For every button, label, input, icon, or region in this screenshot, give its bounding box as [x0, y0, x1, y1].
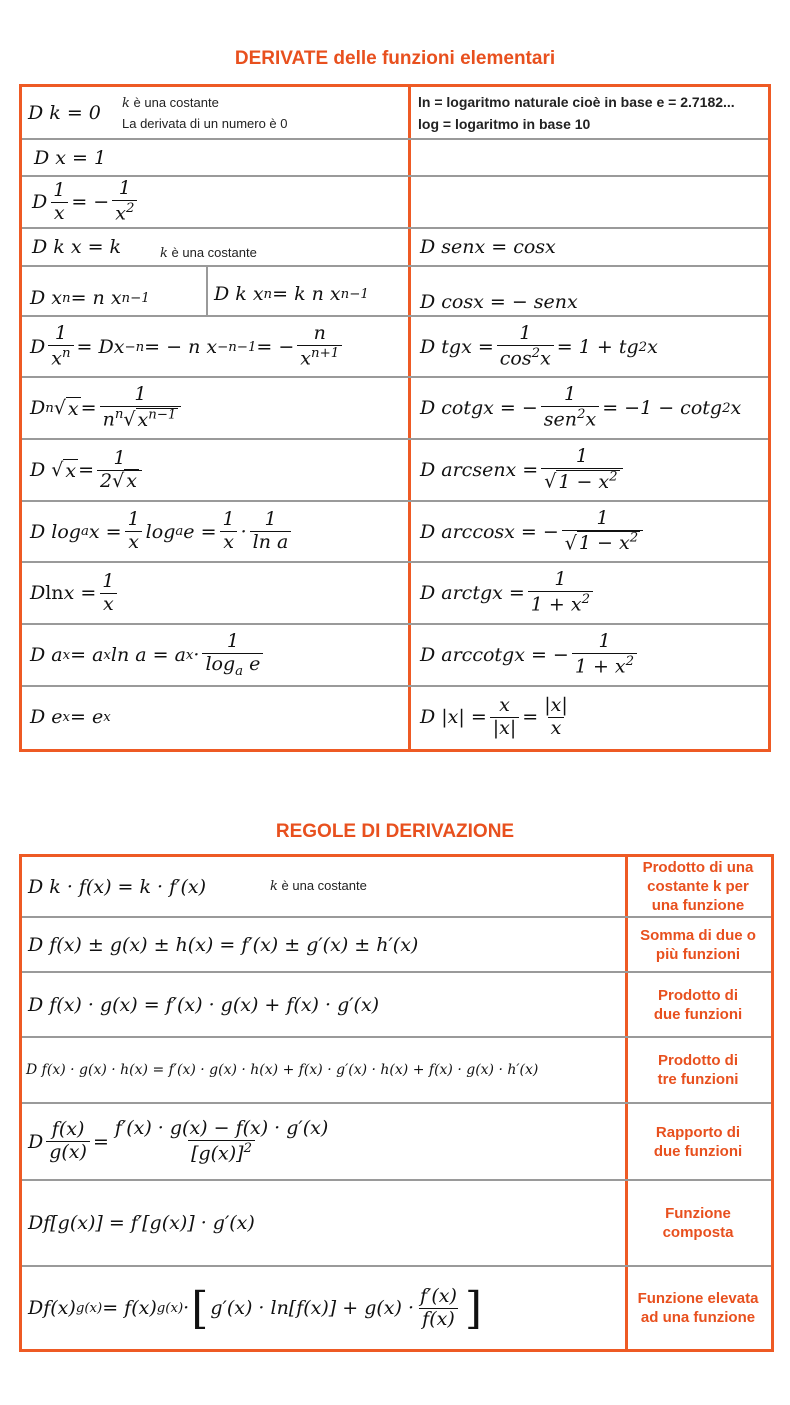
label-prodotto-costante: Prodotto di una costante k per una funzione	[642, 859, 754, 914]
formula-coseno: D cosx = − senx	[420, 291, 578, 313]
regola-composta: Df[g(x)] = f′[g(x)] · g′(x)	[28, 1212, 255, 1234]
regola-elevata: Df(x) g(x) = f(x) g(x) · [ g′(x) · ln[f(x)] + g(x) · $\frac{f'(x)}{f(x)}$ ]	[28, 1282, 483, 1334]
regola-costante: D k · f(x) = k · f′(x)	[28, 875, 206, 898]
formula-x: D x = 1	[34, 146, 107, 169]
label-composta: Funzione composta	[662, 1205, 734, 1241]
formula-arcotangente: D arctgx = $\frac{1}{1 + x^2}$	[420, 563, 596, 623]
formula-arcocoseno: D arccosx = − $\frac{1}{√ 1 - x^2}$	[420, 502, 646, 561]
formula-potenza-negativa: D $\frac{1}{x^n}$ = Dx −n = − n x −n−1 = − $\frac{n}{x^{n+1}}$	[30, 318, 345, 376]
formula-ln: D ln x = $\frac{1}{x}$	[30, 563, 120, 623]
formula-arcoseno: D arcsenx = $\frac{1}{√ 1 - x^2}$	[420, 440, 626, 500]
note-costante: k è una costante La derivata di un numero è 0	[122, 95, 288, 131]
regola-somma: D f(x) ± g(x) ± h(x) = f′(x) ± g′(x) ± h′(x)	[28, 933, 419, 956]
formula-radice: D √ x = $\frac{1}{2√ x}$	[30, 440, 145, 500]
formula-kpotenza: D k x n = k n x n−1	[214, 283, 369, 305]
formula-potenza: D x n = n x n−1	[30, 287, 150, 309]
label-somma: Somma di due o più funzioni	[640, 926, 756, 963]
formula-cotangente: D cotgx = − $\frac{1}{sen^2x}$ = −1 − cotg 2 x	[420, 383, 742, 431]
label-elevata: Funzione elevata ad una funzione	[637, 1290, 759, 1326]
formula-valore-assoluto: D |x| = $\frac{x}{|x|}$ = $\frac{|x|}{x}$	[420, 693, 568, 739]
regola-rapporto: D $\frac{f(x)}{g(x)}$ = $\frac{f'(x) \cdot g(x) - f(x) \cdot g'(x)}{[g(x)]^2}$	[28, 1116, 329, 1165]
formula-reciproco: D $\frac{1}{x}$ = − $\frac{1}{x^2}$	[32, 177, 140, 227]
label-rapporto: Rapporto di due funzioni	[653, 1123, 743, 1160]
formula-costante: D k = 0	[28, 102, 101, 124]
formula-seno: D senx = cosx	[420, 236, 556, 258]
derivate-table-divider	[408, 87, 411, 749]
formula-tangente: D tgx = $\frac{1}{\cos^2x}$ = 1 + tg 2 x	[420, 322, 658, 370]
formula-radice-n: D n √ x = $\frac{1}{n^n√ x^{n-1}}$	[30, 378, 184, 438]
label-prodotto-due: Prodotto di due funzioni	[653, 986, 743, 1023]
formula-esponenziale-a: D a x = a x ln a = a x · $\frac{1}{\log_a e}$	[30, 625, 266, 685]
regola-prodotto-due: D f(x) · g(x) = f′(x) · g(x) + f(x) · g′(x)	[28, 993, 380, 1016]
formula-kx: D k x = k	[32, 236, 122, 258]
formula-log-a: D log a x = $\frac{1}{x}$ log a e = $\frac{1}{x}$ · $\frac{1}{\text{ln a}}$	[30, 502, 294, 561]
formula-arcocotangente: D arccotgx = − $\frac{1}{1 + x^2}$	[420, 625, 640, 685]
derivate-title: DERIVATE delle funzioni elementari	[234, 48, 556, 69]
note-kx-costante: k è una costante	[160, 245, 257, 261]
note-logaritmi: ln = logaritmo naturale cioè in base e = 2.7182... log = logaritmo in base 10	[418, 94, 735, 132]
regola-prodotto-tre: D f(x) · g(x) · h(x) = f′(x) · g(x) · h(x) + f(x) · g′(x) · h(x) + f(x) · g(x) · h′(x)	[26, 1062, 539, 1078]
regole-title: REGOLE DI DERIVAZIONE	[275, 821, 515, 842]
label-prodotto-tre: Prodotto di tre funzioni	[657, 1052, 739, 1088]
formula-esponenziale-e: D e x = e x	[30, 706, 111, 728]
note-regola-costante: k è una costante	[270, 878, 367, 894]
